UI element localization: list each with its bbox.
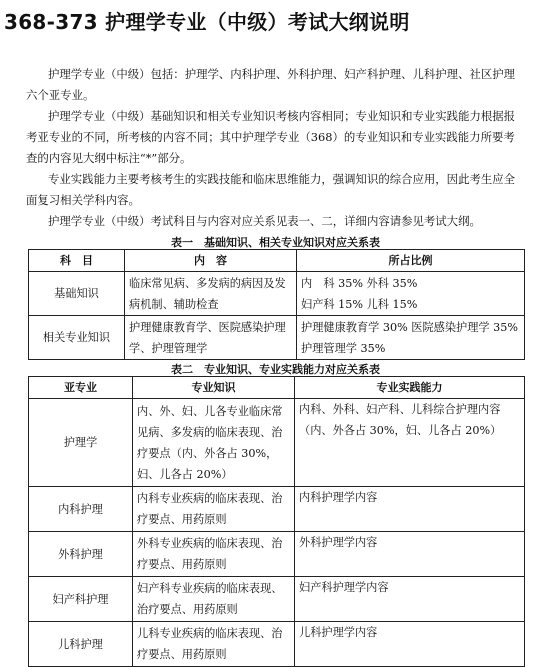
table1-cell-content: 护理健康教育学、医院感染护理学、护理管理学 (125, 316, 297, 360)
table2-cell-subspecialty: 护理学 (29, 399, 133, 487)
table2-cell-knowledge: 内、外、妇、儿各专业临床常见病、多发病的临床表现、治疗要点（内、外各占 30%，妇、儿各占 20%） (133, 399, 295, 487)
table2-cell-knowledge: 儿科专业疾病的临床表现、治疗要点、用药原则 (133, 622, 295, 667)
table2-cell-knowledge: 内科专业疾病的临床表现、治疗要点、用药原则 (133, 487, 295, 532)
table-row (29, 487, 525, 532)
table1-cell-ratio: 护理健康教育学 30% 医院感染护理学 35% 护理管理学 35% (297, 316, 525, 360)
table2-cell-practice: 外科护理学内容 (295, 532, 525, 577)
table2-caption: 表二 专业知识、专业实践能力对应关系表 (171, 363, 380, 376)
table2-header-row (29, 377, 525, 399)
table-row (29, 532, 525, 577)
table-row (29, 622, 525, 667)
document-title: 368-373 护理学专业（中级）考试大纲说明 (4, 10, 410, 34)
table2-header-knowledge: 专业知识 (133, 377, 295, 399)
paragraph-scope: 护理学专业（中级）包括：护理学、内科护理、外科护理、妇产科护理、儿科护理、社区护理六个亚专业。 (26, 67, 516, 102)
table-row (29, 316, 525, 360)
table1-header-content: 内 容 (125, 250, 297, 272)
table1-header-row (29, 250, 525, 272)
table2-cell-practice: 儿科护理学内容 (295, 622, 525, 667)
table2-header-practice: 专业实践能力 (295, 377, 525, 399)
table-professional-knowledge (28, 376, 525, 667)
table2-cell-knowledge: 外科专业疾病的临床表现、治疗要点、用药原则 (133, 532, 295, 577)
table1-cell-content: 临床常见病、多发病的病因及发病机制、辅助检查 (125, 272, 297, 316)
table-row (29, 577, 525, 622)
table2-cell-practice: 内科、外科、妇产科、儿科综合护理内容（内、外各占 30%，妇、儿各占 20%） (295, 399, 525, 487)
table2-cell-subspecialty: 妇产科护理 (29, 577, 133, 622)
table2-cell-subspecialty: 内科护理 (29, 487, 133, 532)
table2-cell-practice: 妇产科护理学内容 (295, 577, 525, 622)
table-row (29, 399, 525, 487)
table2-cell-subspecialty: 外科护理 (29, 532, 133, 577)
table2-cell-knowledge: 妇产科专业疾病的临床表现、治疗要点、用药原则 (133, 577, 295, 622)
table1-cell-subject: 基础知识 (29, 272, 125, 316)
table2-cell-practice: 内科护理学内容 (295, 487, 525, 532)
table-basic-knowledge (28, 249, 525, 360)
table2-cell-subspecialty: 儿科护理 (29, 622, 133, 667)
paragraph-practice-ability: 专业实践能力主要考核考生的实践技能和临床思维能力，强调知识的综合应用，因此考生应全面复习相关学科内容。 (26, 172, 516, 207)
table2-header-subspecialty: 亚专业 (29, 377, 133, 399)
table1-header-ratio: 所占比例 (297, 250, 525, 272)
table1-header-subject: 科 目 (29, 250, 125, 272)
paragraph-table-reference: 护理学专业（中级）考试科目与内容对应关系见表一、二，详细内容请参见考试大纲。 (48, 214, 481, 228)
table-row (29, 272, 525, 316)
table1-caption: 表一 基础知识、相关专业知识对应关系表 (171, 236, 380, 249)
table1-cell-subject: 相关专业知识 (29, 316, 125, 360)
paragraph-content-rules: 护理学专业（中级）基础知识和相关专业知识考核内容相同；专业知识和专业实践能力根据报考亚专业的不同，所考核的内容不同；其中护理学专业（368）的专业知识和专业实践能力所要考查的内容见大纲中标注“*”部分。 (26, 109, 516, 165)
table1-cell-ratio: 内 科 35% 外科 35% 妇产科 15% 儿科 15% (297, 272, 525, 316)
